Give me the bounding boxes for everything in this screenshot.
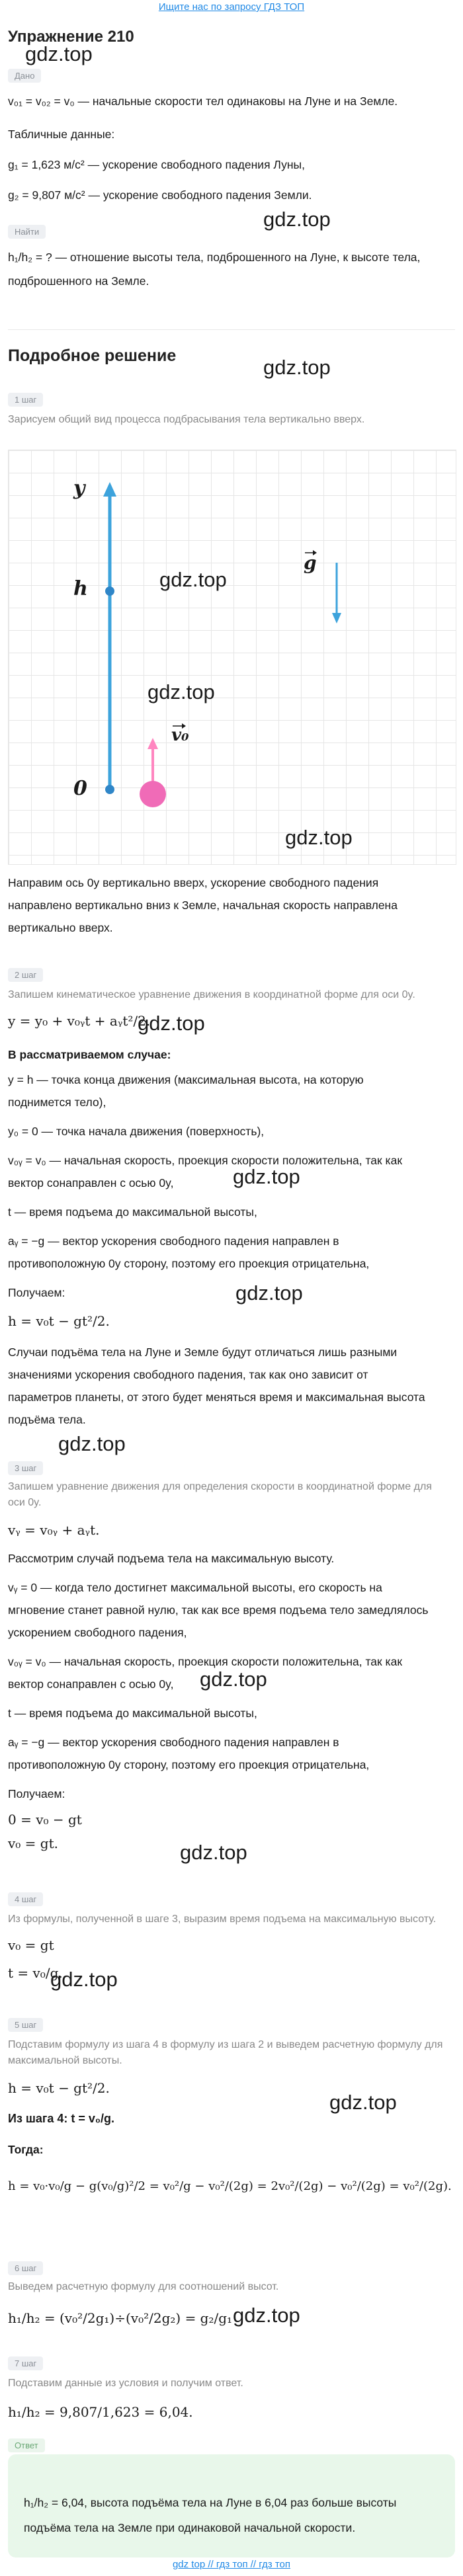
given-label: Дано <box>8 69 41 83</box>
equation: v₀ = gt <box>8 1937 54 1953</box>
equation: h₁/h₂ = 9,807/1,623 = 6,04. <box>8 2404 193 2420</box>
step-note: Подставим данные из условия и получим ответ. <box>8 2378 243 2389</box>
step-text: v₀ᵧ = v₀ — начальная скорость, проекция скорости положительна, так как <box>8 1154 402 1167</box>
step-label: 3 шаг <box>8 1461 43 1475</box>
equation: h = v₀t − gt²/2. <box>8 2080 110 2096</box>
find-line: подброшенного на Земле. <box>8 274 149 288</box>
watermark: gdz.top <box>200 1668 267 1691</box>
find-label: Найти <box>8 225 46 239</box>
step-text: параметров планеты, от этого будет меняться время и максимальная высота <box>8 1390 425 1404</box>
gravity-arrowhead <box>332 613 341 624</box>
step-text: противоположную 0y сторону, поэтому его проекция отрицательна, <box>8 1758 370 1771</box>
velocity-label: v₀ <box>171 725 189 745</box>
step-label: 5 шаг <box>8 2018 43 2032</box>
given-g2: g₂ = 9,807 м/с² — ускорение свободного падения Земли. <box>8 188 312 202</box>
step-text: ускорением свободного падения, <box>8 1626 187 1639</box>
step-text: Рассмотрим случай подъема тела на максимальную высоту. <box>8 1552 335 1565</box>
step-text: y = h — точка конца движения (максимальная высота, на которую <box>8 1073 364 1086</box>
step-note: максимальной высоты. <box>8 2055 122 2066</box>
watermark: gdz.top <box>159 568 227 591</box>
gravity-label: g <box>304 552 317 574</box>
step-note: Запишем уравнение движения для определения скорости в координатной форме для <box>8 1481 432 1492</box>
watermark: gdz.top <box>263 356 331 379</box>
equation: h = v₀·v₀/g − g(v₀/g)²/2 = v₀²/g − v₀²/(2g) = 2v₀²/(2g) − v₀²/(2g) = v₀²/(2g). <box>8 2179 452 2193</box>
watermark: gdz.top <box>263 208 331 231</box>
equation: y = y₀ + v₀ᵧt + aᵧt²/2. <box>8 1013 151 1029</box>
velocity-arrowhead <box>147 738 158 749</box>
step-note: Из формулы, полученной в шаге 3, выразим время подъема на максимальную высоту. <box>8 1913 437 1925</box>
step-text: Получаем: <box>8 1286 65 1299</box>
page-title: Упражнение 210 <box>8 28 134 46</box>
step-note: Зарисуем общий вид процесса подбрасывания тела вертикально вверх. <box>8 414 365 425</box>
step-text: y₀ = 0 — точка начала движения (поверхность), <box>8 1125 265 1138</box>
step-text: мгновение станет равной нулю, так как все время подъема тело замедлялось <box>8 1603 429 1617</box>
h-point <box>105 586 114 596</box>
solution-title: Подробное решение <box>8 346 177 365</box>
watermark: gdz.top <box>50 1968 118 1991</box>
step-text: В рассматриваемом случае: <box>8 1048 171 1061</box>
watermark: gdz.top <box>138 1012 205 1035</box>
zero-label: 0 <box>73 777 87 800</box>
find-line: h₁/h₂ = ? — отношение высоты тела, подброшенного на Луне, к высоте тела, <box>8 251 421 264</box>
step-text: подъёма тела. <box>8 1413 86 1426</box>
step-text: t — время подъема до максимальной высоты, <box>8 1707 257 1720</box>
y-axis-label: y <box>73 477 85 500</box>
watermark: gdz.top <box>58 1432 126 1455</box>
watermark: gdz.top <box>235 1281 303 1305</box>
given-line: v₀₁ = v₀₂ = v₀ — начальные скорости тел одинаковы на Луне и на Земле. <box>8 95 398 108</box>
step-text: вертикально вверх. <box>8 921 113 934</box>
origin-point <box>105 785 114 794</box>
then-text: Тогда: <box>8 2143 44 2156</box>
watermark: gdz.top <box>233 2304 300 2327</box>
step-label: 6 шаг <box>8 2261 43 2275</box>
watermark: gdz.top <box>285 826 353 849</box>
step-text: вектор сонаправлен с осью 0y, <box>8 1677 174 1691</box>
step-label: 7 шаг <box>8 2356 43 2370</box>
step-note: оси 0y. <box>8 1497 42 1508</box>
step-text: вектор сонаправлен с осью 0y, <box>8 1176 174 1189</box>
answer-line: подъёма тела на Земле при одинаковой начальной скорости. <box>24 2521 356 2534</box>
watermark: gdz.top <box>233 1165 300 1188</box>
step-text: направлено вертикально вниз к Земле, начальная скорость направлена <box>8 899 398 912</box>
step-text: vᵧ = 0 — когда тело достигнет максимальной высоты, его скорость на <box>8 1581 382 1594</box>
diagram-svg <box>9 450 456 864</box>
y-axis-arrowhead <box>103 482 116 497</box>
answer-line: h₁/h₂ = 6,04, высота подъёма тела на Луне в 6,04 раз больше высоты <box>24 2496 397 2509</box>
watermark: gdz.top <box>147 680 215 704</box>
motion-diagram <box>8 450 456 865</box>
given-table-header: Табличные данные: <box>8 128 115 141</box>
answer-label: Ответ <box>8 2438 45 2452</box>
step-text: противоположную 0y сторону, поэтому его проекция отрицательна, <box>8 1257 370 1270</box>
step-text: Случаи подъёма тела на Луне и Земле будут отличаться лишь разными <box>8 1346 398 1359</box>
step-text: v₀ᵧ = v₀ — начальная скорость, проекция скорости положительна, так как <box>8 1655 402 1668</box>
step-note: Подставим формулу из шага 4 в формулу из шага 2 и выведем расчетную формулу для <box>8 2039 443 2050</box>
h-label: h <box>73 577 88 600</box>
bottom-links[interactable]: gdz top // гдз топ // гдз топ <box>172 2559 291 2570</box>
given-g1: g₁ = 1,623 м/с² — ускорение свободного падения Луны, <box>8 158 305 171</box>
watermark: gdz.top <box>329 2091 397 2114</box>
step-text: t — время подъема до максимальной высоты, <box>8 1205 257 1219</box>
answer-box <box>8 2454 455 2557</box>
equation: vᵧ = v₀ᵧ + aᵧt. <box>8 1522 100 1538</box>
step-text: Направим ось 0y вертикально вверх, ускорение свободного падения <box>8 876 379 889</box>
search-hint-link[interactable]: Ищите нас по запросу ГДЗ ТОП <box>158 1 305 13</box>
from-step-text: Из шага 4: t = v₀/g. <box>8 2112 115 2125</box>
watermark: gdz.top <box>25 42 93 65</box>
equation: h = v₀t − gt²/2. <box>8 1313 110 1329</box>
step-note: Выведем расчетную формулу для соотношений высот. <box>8 2281 279 2292</box>
equation: h₁/h₂ = (v₀²/2g₁)÷(v₀²/2g₂) = g₂/g₁ <box>8 2310 233 2326</box>
equation: v₀ = gt. <box>8 1835 58 1851</box>
step-text: aᵧ = −g — вектор ускорения свободного падения направлен в <box>8 1234 339 1248</box>
equation: t = v₀/g. <box>8 1965 63 1981</box>
ball <box>140 781 166 807</box>
step-label: 1 шаг <box>8 393 43 407</box>
step-label: 2 шаг <box>8 968 43 982</box>
step-note: Запишем кинематическое уравнение движения в координатной форме для оси 0y. <box>8 989 415 1000</box>
step-text: Получаем: <box>8 1787 65 1800</box>
step-text: поднимется тело), <box>8 1096 106 1109</box>
step-text: значениями ускорения свободного падения, так как оно зависит от <box>8 1368 368 1381</box>
step-label: 4 шаг <box>8 1892 43 1906</box>
equation: 0 = v₀ − gt <box>8 1812 82 1828</box>
watermark: gdz.top <box>180 1841 247 1864</box>
divider <box>8 329 455 330</box>
step-text: aᵧ = −g — вектор ускорения свободного падения направлен в <box>8 1736 339 1749</box>
